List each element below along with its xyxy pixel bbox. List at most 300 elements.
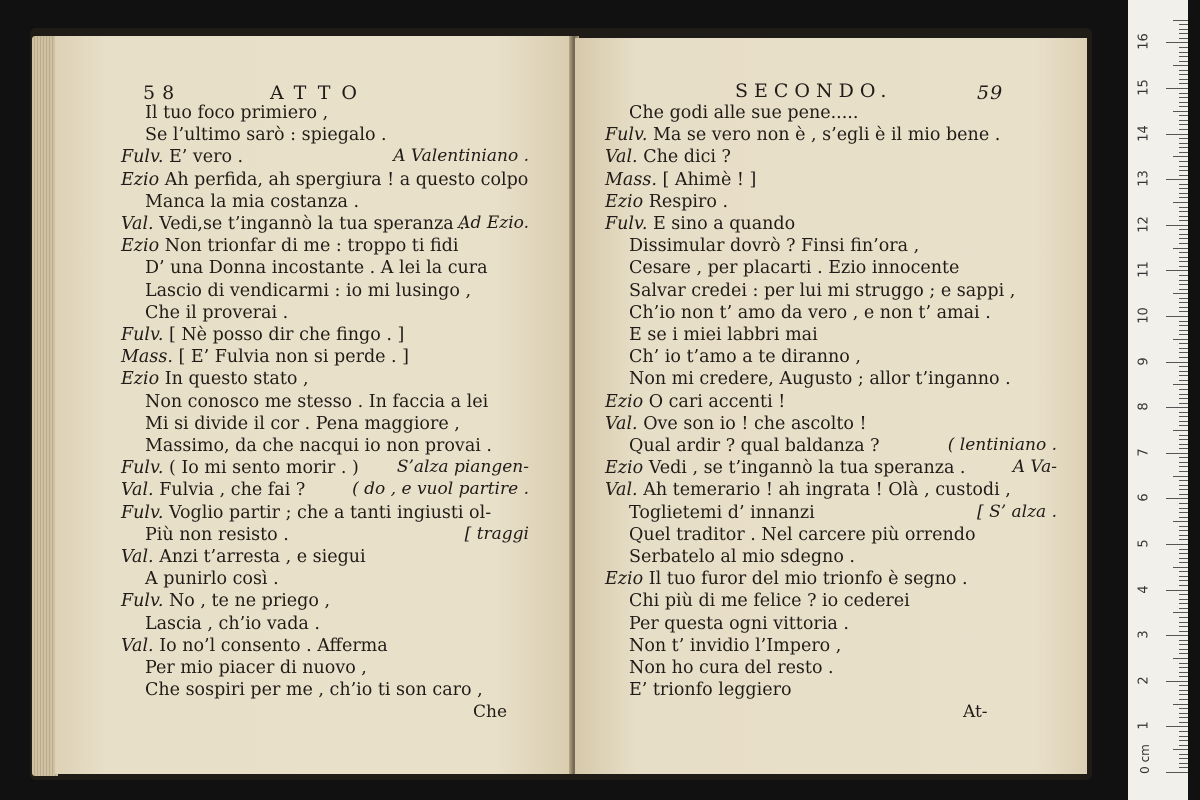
ruler-tick <box>1179 457 1188 458</box>
ruler-tick <box>1179 571 1188 572</box>
ruler-tick <box>1166 635 1188 636</box>
text-line <box>145 191 359 213</box>
ruler-tick <box>1179 435 1188 436</box>
ruler-tick <box>1179 129 1188 130</box>
verse-text: ( Io mi sento morir . ) <box>168 458 359 479</box>
ruler-tick <box>1179 603 1188 604</box>
ruler-tick <box>1179 663 1188 664</box>
ruler-tick <box>1166 681 1188 682</box>
text-line <box>629 324 818 346</box>
speaker-name: Val. <box>121 547 160 567</box>
ruler-number: 3 <box>1136 630 1152 639</box>
ruler-tick <box>1179 672 1188 673</box>
ruler-tick <box>1179 425 1188 426</box>
text-line <box>145 568 279 590</box>
ruler-tick <box>1179 61 1188 62</box>
text-line <box>145 280 471 302</box>
ruler-tick <box>1179 462 1188 463</box>
speaker-name: Val. <box>605 480 644 501</box>
ruler-tick <box>1179 307 1188 308</box>
text-line <box>629 635 841 657</box>
ruler-tick <box>1179 731 1188 732</box>
verse-text: Respiro . <box>648 191 729 212</box>
ruler-tick <box>1166 407 1188 408</box>
ruler-number: 12 <box>1136 216 1152 233</box>
ruler-tick <box>1179 161 1188 162</box>
speaker-name: Fulv. <box>605 125 653 146</box>
ruler-tick <box>1179 220 1188 221</box>
ruler-tick <box>1179 52 1188 53</box>
ruler-number: 16 <box>1136 33 1152 51</box>
speaker-name: Fulv. <box>121 502 169 523</box>
ruler-tick <box>1179 608 1188 609</box>
ruler-tick <box>1179 667 1188 668</box>
text-line <box>121 169 528 191</box>
ruler-tick <box>1179 649 1188 650</box>
verse-text: A punirlo così . <box>145 569 279 590</box>
ruler-tick <box>1166 88 1188 89</box>
ruler-tick <box>1179 275 1188 276</box>
ruler-number: 4 <box>1136 584 1152 594</box>
ruler-tick <box>1179 767 1188 768</box>
ruler-tick <box>1166 42 1188 43</box>
ruler-tick <box>1179 348 1188 349</box>
ruler-tick <box>1166 498 1188 499</box>
text-line <box>145 302 288 324</box>
ruler-tick <box>1179 56 1188 57</box>
ruler-tick <box>1179 535 1188 536</box>
ruler-tick <box>1179 289 1188 290</box>
ruler-tick <box>1173 156 1188 157</box>
ruler-tick <box>1179 334 1188 335</box>
speaker-name: Val. <box>121 214 160 234</box>
ruler-tick <box>1179 722 1188 723</box>
ruler-tick <box>1173 20 1188 21</box>
text-line <box>629 235 919 257</box>
text-line <box>629 613 849 635</box>
ruler-tick <box>1179 466 1188 467</box>
text-line <box>605 146 731 168</box>
ruler-tick <box>1179 690 1188 691</box>
ruler-tick <box>1179 238 1188 239</box>
ruler-tick <box>1179 371 1188 372</box>
ruler-tick <box>1179 143 1188 144</box>
ruler-tick <box>1179 79 1188 80</box>
text-line <box>121 546 366 568</box>
text-line <box>145 102 328 124</box>
ruler-tick <box>1179 494 1188 495</box>
ruler-tick <box>1166 590 1188 591</box>
text-line <box>629 502 815 524</box>
ruler-tick <box>1179 708 1188 709</box>
ruler-tick <box>1166 726 1188 727</box>
verse-text: Non t’ invidio l’Impero , <box>629 635 842 656</box>
text-line <box>629 257 959 279</box>
ruler-tick <box>1179 170 1188 171</box>
ruler-number: 10 <box>1136 307 1152 324</box>
ruler-tick <box>1179 448 1188 449</box>
ruler-tick <box>1179 489 1188 490</box>
ruler-tick <box>1179 713 1188 714</box>
ruler-tick <box>1179 471 1188 472</box>
ruler-tick <box>1173 384 1188 385</box>
verse-text: Se l’ultimo sarò : spiegalo . <box>145 125 387 146</box>
verse-text: Massimo, da che nacqui io non provai . <box>145 436 492 456</box>
verse-text: Qual ardir ? qual baldanza ? <box>629 436 880 456</box>
speaker-name: Ezio <box>121 169 165 190</box>
stage-direction: ( lentiniano . <box>947 435 1057 455</box>
ruler-tick <box>1166 225 1188 226</box>
verse-text: [ Nè posso dir che fingo . ] <box>168 325 405 345</box>
verse-text: Io no’l consento . Afferma <box>159 635 388 656</box>
ruler-tick <box>1179 740 1188 741</box>
text-line <box>145 391 488 413</box>
verse-text: Ma se vero non è , s’egli è il mio bene . <box>652 125 1001 146</box>
ruler-tick <box>1179 33 1188 34</box>
ruler-tick <box>1179 284 1188 285</box>
ruler-tick <box>1179 357 1188 358</box>
text-line <box>629 280 1015 302</box>
verse-text: Fulvia , che fai ? <box>159 480 306 501</box>
ruler-number: 7 <box>1136 448 1152 457</box>
ruler-tick <box>1179 599 1188 600</box>
ruler-tick <box>1179 763 1188 764</box>
ruler-unit-label: 0 cm <box>1137 744 1152 774</box>
ruler-tick <box>1179 280 1188 281</box>
ruler-tick <box>1179 138 1188 139</box>
text-line <box>629 302 991 324</box>
ruler-tick <box>1179 207 1188 208</box>
text-line <box>629 546 855 568</box>
verse-text: Ah temerario ! ah ingrata ! Olà , custodi , <box>643 480 1011 501</box>
verse-text: Non mi credere, Augusto ; allor t’inganno . <box>629 369 1011 390</box>
ruler-tick <box>1166 362 1188 363</box>
ruler-tick <box>1166 453 1188 454</box>
ruler-number: 8 <box>1136 402 1152 411</box>
text-line <box>145 413 460 435</box>
ruler-tick <box>1179 530 1188 531</box>
ruler-tick <box>1166 134 1188 135</box>
verse-text: Per mio piacer di nuovo , <box>145 658 367 678</box>
text-line <box>605 391 785 413</box>
ruler-tick <box>1179 211 1188 212</box>
speaker-name: Fulv. <box>121 591 169 612</box>
verse-text: Ove son io ! che ascolto ! <box>643 413 867 434</box>
ruler-tick <box>1179 83 1188 84</box>
ruler-tick <box>1179 439 1188 440</box>
ruler-number: 5 <box>1136 539 1152 548</box>
verse-text: E’ trionfo leggiero <box>629 680 792 701</box>
ruler-tick <box>1166 179 1188 180</box>
ruler-tick <box>1179 352 1188 353</box>
ruler-tick <box>1179 366 1188 367</box>
text-line <box>629 524 976 546</box>
speaker-name: Fulv. <box>121 325 169 345</box>
verse-text: Non conosco me stesso . In faccia a lei <box>145 391 489 412</box>
speaker-name: Val. <box>605 147 644 168</box>
ruler-tick <box>1179 626 1188 627</box>
ruler-number: 11 <box>1136 261 1152 279</box>
ruler-tick <box>1179 197 1188 198</box>
text-line <box>145 613 320 635</box>
text-line <box>605 479 1011 501</box>
text-line <box>145 657 367 679</box>
ruler-tick <box>1179 70 1188 71</box>
text-line <box>121 368 309 390</box>
text-line <box>145 124 387 146</box>
ruler-tick <box>1179 622 1188 623</box>
ruler-tick <box>1179 717 1188 718</box>
left-catchword: Che <box>473 702 508 722</box>
ruler-tick <box>1179 29 1188 30</box>
text-line <box>605 457 966 479</box>
ruler-tick <box>1179 553 1188 554</box>
ruler-tick <box>1179 175 1188 176</box>
ruler-tick <box>1179 97 1188 98</box>
verse-text: Anzi t’arresta , e siegui <box>159 547 366 567</box>
verse-text: Non trionfar di me : troppo ti fidi <box>164 236 459 257</box>
ruler-number: 15 <box>1136 79 1152 96</box>
text-line <box>121 457 359 479</box>
ruler-tick <box>1179 503 1188 504</box>
text-line <box>629 590 910 612</box>
ruler-tick <box>1179 485 1188 486</box>
ruler-tick <box>1173 567 1188 568</box>
ruler-number: 9 <box>1136 356 1152 366</box>
verse-text: D’ una Donna incostante . A lei la cura <box>145 258 488 279</box>
ruler-tick <box>1173 476 1188 477</box>
ruler-tick <box>1166 270 1188 271</box>
verse-text: O cari accenti ! <box>648 391 786 412</box>
ruler-tick <box>1179 47 1188 48</box>
speaker-name: Fulv. <box>121 458 169 479</box>
speaker-name: Ezio <box>605 191 649 212</box>
ruler-tick <box>1173 612 1188 613</box>
ruler-tick <box>1179 124 1188 125</box>
ruler-tick <box>1179 416 1188 417</box>
ruler-tick <box>1173 658 1188 659</box>
verse-text: Cesare , per placarti . Ezio innocente <box>629 258 960 279</box>
verse-text: E’ vero . <box>168 147 244 168</box>
ruler-tick <box>1173 202 1188 203</box>
ruler-tick <box>1179 758 1188 759</box>
text-line <box>121 146 243 168</box>
ruler-tick <box>1179 640 1188 641</box>
verse-text: Che dici ? <box>643 147 731 168</box>
ruler-tick <box>1179 302 1188 303</box>
ruler-tick <box>1179 576 1188 577</box>
stage-direction: A Va- <box>1012 457 1057 478</box>
ruler-tick <box>1179 325 1188 326</box>
ruler-tick <box>1173 111 1188 112</box>
ruler-tick <box>1179 257 1188 258</box>
ruler-tick <box>1179 216 1188 217</box>
ruler-tick <box>1179 754 1188 755</box>
ruler-tick <box>1179 106 1188 107</box>
verse-text: Quel traditor . Nel carcere più orrendo <box>629 524 976 545</box>
ruler-tick <box>1179 115 1188 116</box>
text-line <box>605 213 795 235</box>
verse-text: No , te ne priego , <box>168 591 331 612</box>
text-line <box>121 635 388 657</box>
speaker-name: Val. <box>121 480 160 501</box>
ruler-tick <box>1179 699 1188 700</box>
ruler-tick <box>1179 517 1188 518</box>
ruler-tick <box>1179 343 1188 344</box>
ruler-tick <box>1179 389 1188 390</box>
text-line <box>121 502 491 524</box>
verse-text: Il tuo foco primiero , <box>145 103 329 123</box>
ruler-tick <box>1179 102 1188 103</box>
verse-text: Per questa ogni vittoria . <box>629 613 849 634</box>
speaker-name: Ezio <box>605 458 649 479</box>
verse-text: Vedi , se t’ingannò la tua speranza . <box>648 458 966 479</box>
ruler-tick <box>1173 65 1188 66</box>
verse-text: Serbatelo al mio sdegno . <box>629 547 855 567</box>
ruler-tick <box>1179 147 1188 148</box>
ruler-tick <box>1179 321 1188 322</box>
ruler-tick <box>1173 430 1188 431</box>
ruler-tick <box>1166 316 1188 317</box>
ruler-tick <box>1179 644 1188 645</box>
ruler-tick <box>1166 544 1188 545</box>
text-line <box>121 213 465 235</box>
verse-text: In questo stato , <box>164 369 309 390</box>
verse-text: Salvar credei : per lui mi struggo ; e sappi , <box>629 280 1016 301</box>
ruler-tick <box>1179 403 1188 404</box>
speaker-name: Ezio <box>121 369 165 390</box>
right-running-head: SECONDO. <box>735 80 893 102</box>
verse-text: Chi più di me felice ? io cederei <box>629 591 910 612</box>
ruler-tick <box>1179 38 1188 39</box>
verse-text: Ch’io non t’ amo da vero , e non t’ amai . <box>629 302 991 323</box>
left-running-head: ATTO <box>270 82 368 104</box>
ruler-tick <box>1179 375 1188 376</box>
verse-text: Più non resisto . <box>145 524 289 545</box>
text-line <box>629 657 834 679</box>
verse-text: Dissimular dovrò ? Finsi fin’ora , <box>629 236 920 257</box>
ruler-tick <box>1179 243 1188 244</box>
speaker-name: Mass. <box>121 347 179 368</box>
text-line <box>121 479 305 501</box>
ruler-tick <box>1173 248 1188 249</box>
ruler-tick <box>1179 676 1188 677</box>
right-page-number: 59 <box>977 82 1004 104</box>
verse-text: E sino a quando <box>652 214 796 234</box>
ruler-tick <box>1179 93 1188 94</box>
ruler-tick <box>1179 193 1188 194</box>
ruler-tick <box>1179 617 1188 618</box>
speaker-name: Val. <box>605 413 644 434</box>
ruler-tick <box>1179 685 1188 686</box>
ruler-tick <box>1179 152 1188 153</box>
text-line <box>605 413 866 435</box>
stage-direction: [ traggi <box>464 523 529 544</box>
verse-text: Il tuo furor del mio trionfo è segno . <box>648 569 968 590</box>
text-line <box>605 124 1000 146</box>
ruler-tick <box>1179 24 1188 25</box>
right-page <box>575 38 1087 774</box>
text-line <box>145 524 289 546</box>
ruler-tick <box>1179 120 1188 121</box>
ruler-tick <box>1179 480 1188 481</box>
text-line <box>145 257 488 279</box>
text-line <box>145 679 483 701</box>
text-line <box>605 191 728 213</box>
ruler-tick <box>1179 229 1188 230</box>
text-line <box>629 102 858 124</box>
text-line <box>121 346 409 368</box>
ruler-tick <box>1179 380 1188 381</box>
stage-direction: A Valentiniano . <box>393 146 529 167</box>
ruler-tick <box>1179 330 1188 331</box>
ruler-tick <box>1179 184 1188 185</box>
speaker-name: Fulv. <box>605 214 653 234</box>
ruler-tick <box>1179 745 1188 746</box>
ruler-tick <box>1179 234 1188 235</box>
text-line <box>121 235 458 257</box>
ruler-tick <box>1179 512 1188 513</box>
right-catchword: At- <box>963 702 988 722</box>
ruler-tick <box>1179 539 1188 540</box>
verse-text: [ Ahimè ! ] <box>662 169 757 190</box>
ruler-tick <box>1179 580 1188 581</box>
verse-text: Lascia , ch’io vada . <box>145 613 320 634</box>
text-line <box>605 169 756 191</box>
ruler-tick <box>1179 298 1188 299</box>
verse-text: Mi si divide il cor . Pena maggiore , <box>145 413 460 434</box>
stage-direction: Ad Ezio. <box>458 213 529 233</box>
ruler-tick <box>1179 549 1188 550</box>
ruler-tick <box>1179 398 1188 399</box>
ruler-tick <box>1173 339 1188 340</box>
measuring-ruler <box>1128 0 1188 800</box>
left-page <box>55 36 573 774</box>
verse-text: Lascio di vendicarmi : io mi lusingo , <box>145 280 472 301</box>
verse-text: [ E’ Fulvia non si perde . ] <box>178 347 410 368</box>
ruler-tick <box>1179 736 1188 737</box>
ruler-tick <box>1166 772 1188 773</box>
ruler-tick <box>1173 749 1188 750</box>
stage-direction: ( do , e vuol partire . <box>352 479 529 500</box>
text-line <box>121 590 330 612</box>
ruler-tick <box>1179 631 1188 632</box>
ruler-tick <box>1179 252 1188 253</box>
verse-text: Voglio partir ; che a tanti ingiusti ol- <box>168 502 492 523</box>
text-line <box>629 346 861 368</box>
speaker-name: Ezio <box>605 569 649 590</box>
verse-text: Non ho cura del resto . <box>629 658 834 678</box>
ruler-tick <box>1179 261 1188 262</box>
ruler-tick <box>1179 558 1188 559</box>
ruler-tick <box>1179 508 1188 509</box>
ruler-number: 14 <box>1136 124 1152 142</box>
ruler-tick <box>1179 594 1188 595</box>
verse-text: E se i miei labbri mai <box>629 325 818 345</box>
text-line <box>629 435 880 457</box>
verse-text: Ah perfida, ah spergiura ! a questo colpo <box>164 169 529 190</box>
left-page-number: 58 <box>143 82 182 104</box>
text-line <box>629 368 1011 390</box>
verse-text: Manca la mia costanza . <box>145 191 360 212</box>
ruler-tick <box>1179 694 1188 695</box>
text-line <box>145 435 492 457</box>
ruler-tick <box>1179 166 1188 167</box>
text-line <box>121 324 404 346</box>
ruler-number: 2 <box>1136 676 1152 685</box>
ruler-number: 13 <box>1136 170 1152 187</box>
ruler-tick <box>1179 394 1188 395</box>
